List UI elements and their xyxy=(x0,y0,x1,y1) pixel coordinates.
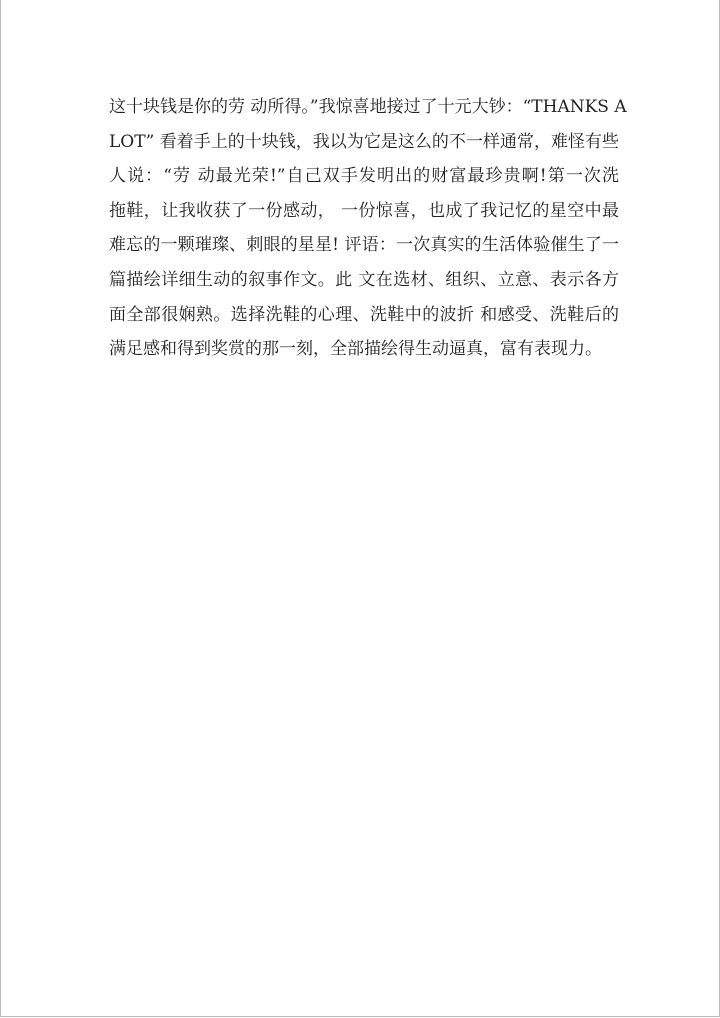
paragraph-line: 满足感和得到奖赏的那一刻，全部描绘得生动逼真，富有表现力。 xyxy=(109,339,602,360)
paragraph-line: LOT” 看着手上的十块钱，我以为它是这么的不一样通常，难怪有些 xyxy=(109,131,619,152)
paragraph-line: 这十块钱是你的劳 动所得。”我惊喜地接过了十元大钞：“THANKS A xyxy=(109,97,627,117)
essay-paragraph xyxy=(109,90,627,367)
paragraph-line: 面全部很娴熟。选择洗鞋的心理、洗鞋中的波折 和感受、洗鞋后的 xyxy=(109,304,619,325)
paragraph-line: 人说：“劳 动最光荣!”自己双手发明出的财富最珍贵啊!第一次洗 xyxy=(109,166,619,187)
paragraph-line: 难忘的一颗璀璨、刺眼的星星! 评语：一次真实的生活体验催生了一 xyxy=(109,235,619,256)
paragraph-line: 篇描绘详细生动的叙事作文。此 文在选材、组织、立意、表示各方 xyxy=(109,269,619,290)
paragraph-line: 拖鞋，让我收获了一份感动， 一份惊喜，也成了我记忆的星空中最 xyxy=(109,200,619,221)
